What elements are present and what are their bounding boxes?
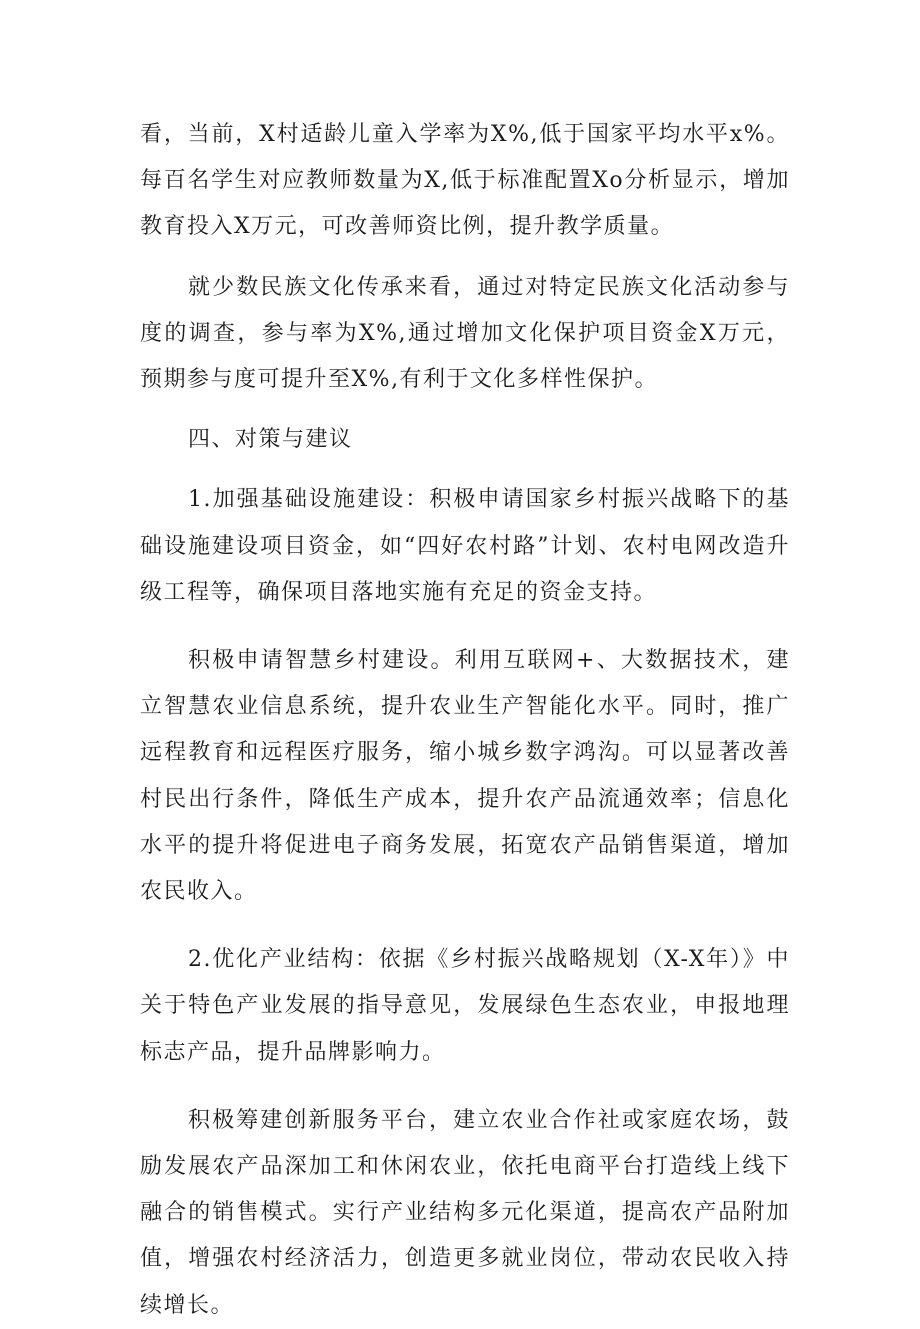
document-body xyxy=(140,112,790,1329)
paragraph-infrastructure: 1.加强基础设施建设：积极申请国家乡村振兴战略下的基础设施建设项目资金，如“四好农村路”计划、农村电网改造升级工程等，确保项目落地实施有充足的资金支持。 xyxy=(140,487,790,605)
paragraph-smart-village: 积极申请智慧乡村建设。利用互联网+、大数据技术，建立智慧农业信息系统，提升农业生产智能化水平。同时，推广远程教育和远程医疗服务，缩小城乡数字鸿沟。可以显著改善村民出行条件，降低生产成本，提升农产品流通效率；信息化水平的提升将促进电子商务发展，拓宽农产品销售渠道，增加农民收入。 xyxy=(140,648,790,905)
paragraph-innovation-platform: 积极筹建创新服务平台，建立农业合作社或家庭农场，鼓励发展农产品深加工和休闲农业，依托电商平台打造线上线下融合的销售模式。实行产业结构多元化渠道，提高农产品附加值，增强农村经济活力，创造更多就业岗位，带动农民收入持续增长。 xyxy=(140,1107,790,1318)
paragraph-ethnic-culture: 就少数民族文化传承来看，通过对特定民族文化活动参与度的调查，参与率为X%,通过增加文化保护项目资金X万元，预期参与度可提升至X%,有利于文化多样性保护。 xyxy=(140,274,790,393)
paragraph-education: 看，当前，X村适龄儿童入学率为X%,低于国家平均水平x%。每百名学生对应教师数量为X,低于标准配置Xo分析显示，增加教育投入X万元，可改善师资比例，提升教学质量。 xyxy=(140,122,790,240)
paragraph-industry-structure: 2.优化产业结构：依据《乡村振兴战略规划（X-X年）》中关于特色产业发展的指导意见，发展绿色生态农业，申报地理标志产品，提升品牌影响力。 xyxy=(140,947,790,1065)
section-heading-countermeasures: 四、对策与建议 xyxy=(188,427,353,453)
